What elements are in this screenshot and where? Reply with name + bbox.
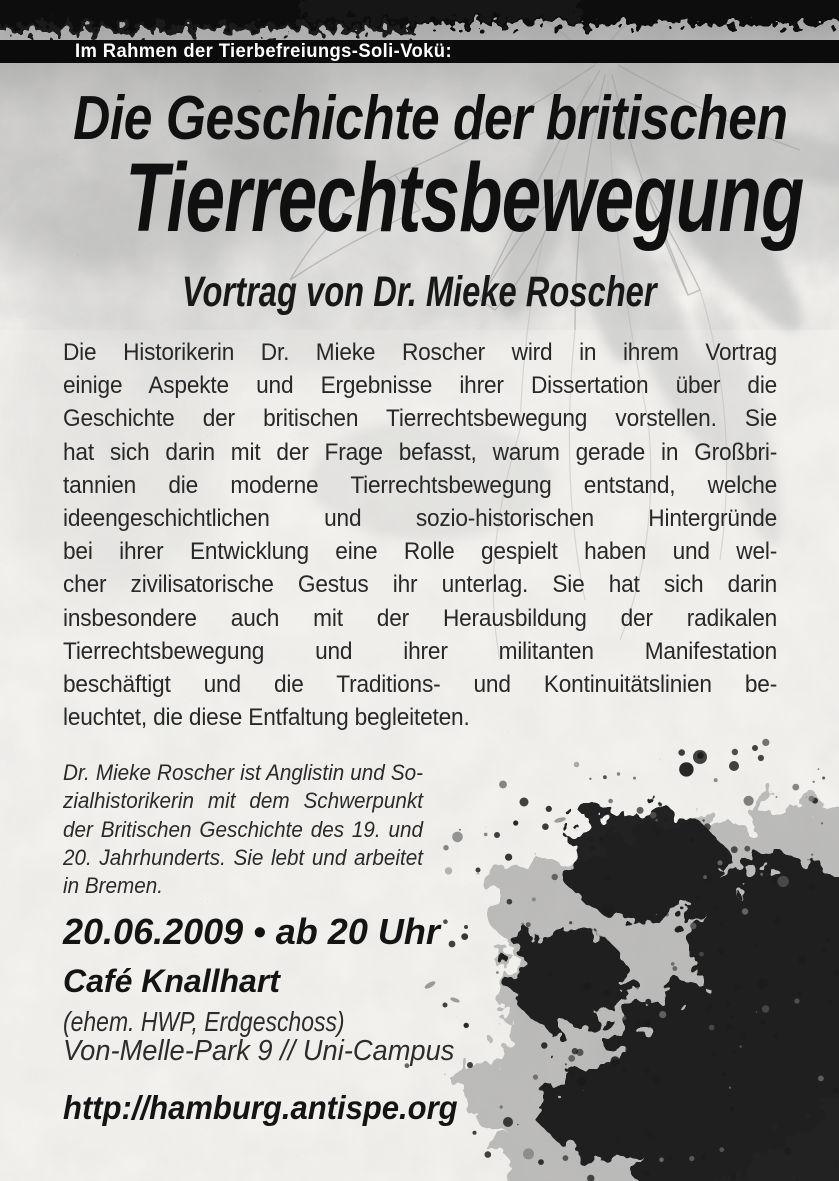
bio-line: zialhistorikerin mit dem Schwerpunkt <box>63 788 424 814</box>
bio-paragraph <box>63 759 423 900</box>
body-line: Tierrechtsbewegung und ihrer militanten Manifestation <box>63 637 778 665</box>
bio-line: 20. Jahrhunderts. Sie lebt und arbeitet <box>63 844 424 870</box>
banner-bar <box>0 40 839 63</box>
venue-note-row <box>63 1007 406 1036</box>
event-datetime-row <box>63 913 440 951</box>
title-line1-row <box>0 84 839 153</box>
body-paragraph <box>63 336 777 734</box>
lecture-subtitle-row <box>0 270 839 314</box>
bio-line: Dr. Mieke Roscher ist Anglistin und So- <box>63 760 424 785</box>
title-line2-row <box>0 143 839 252</box>
body-line: beschäftigt und die Traditions- und Kontinuitätslinien be- <box>63 671 778 699</box>
title-line1: Die Geschichte der britischen <box>73 84 788 153</box>
body-line: bei ihrer Entwicklung eine Rolle gespielt haben und wel- <box>63 538 778 566</box>
venue-address-row <box>63 1036 479 1066</box>
body-line: Geschichte der britischen Tierrechtsbewegung vorstellen. Sie <box>63 405 778 433</box>
banner-label: Im Rahmen der Tierbefreiungs-Soli-Vokü: <box>75 41 452 62</box>
body-line: leuchtet, die diese Entfaltung begleiteten. <box>63 704 470 732</box>
venue-address: Von-Melle-Park 9 // Uni-Campus <box>63 1035 455 1067</box>
event-datetime: 20.06.2009 • ab 20 Uhr <box>63 911 440 952</box>
website-url-row <box>63 1091 483 1125</box>
venue-name: Café Knallhart <box>63 963 280 999</box>
website-url: http://hamburg.antispe.org <box>63 1089 458 1126</box>
bio-line: der Britischen Geschichte des 19. und <box>63 816 424 842</box>
body-line: Die Historikerin Dr. Mieke Roscher wird in ihrem Vortrag <box>63 339 778 366</box>
bio-line: in Bremen. <box>63 873 164 899</box>
body-line: tannien die moderne Tierrechtsbewegung entstand, welche <box>63 471 778 499</box>
page-title <box>0 84 839 252</box>
lecture-subtitle: Vortrag von Dr. Mieke Roscher <box>182 268 657 316</box>
body-line: insbesondere auch mit der Herausbildung der radikalen <box>63 604 778 632</box>
body-line: hat sich darin mit der Frage befasst, warum gerade in Großbri- <box>63 438 778 466</box>
venue-name-row <box>63 965 280 998</box>
body-line: ideengeschichtlichen und sozio-historischen Hintergründe <box>63 505 778 533</box>
body-line: cher zivilisatorische Gestus ihr unterlag. Sie hat sich darin <box>63 571 778 599</box>
venue-note: (ehem. HWP, Erdgeschoss) <box>63 1006 345 1037</box>
title-line2: Tierrechtsbewegung <box>125 143 804 252</box>
body-line: einige Aspekte und Ergebnisse ihrer Dissertation über die <box>63 372 778 400</box>
